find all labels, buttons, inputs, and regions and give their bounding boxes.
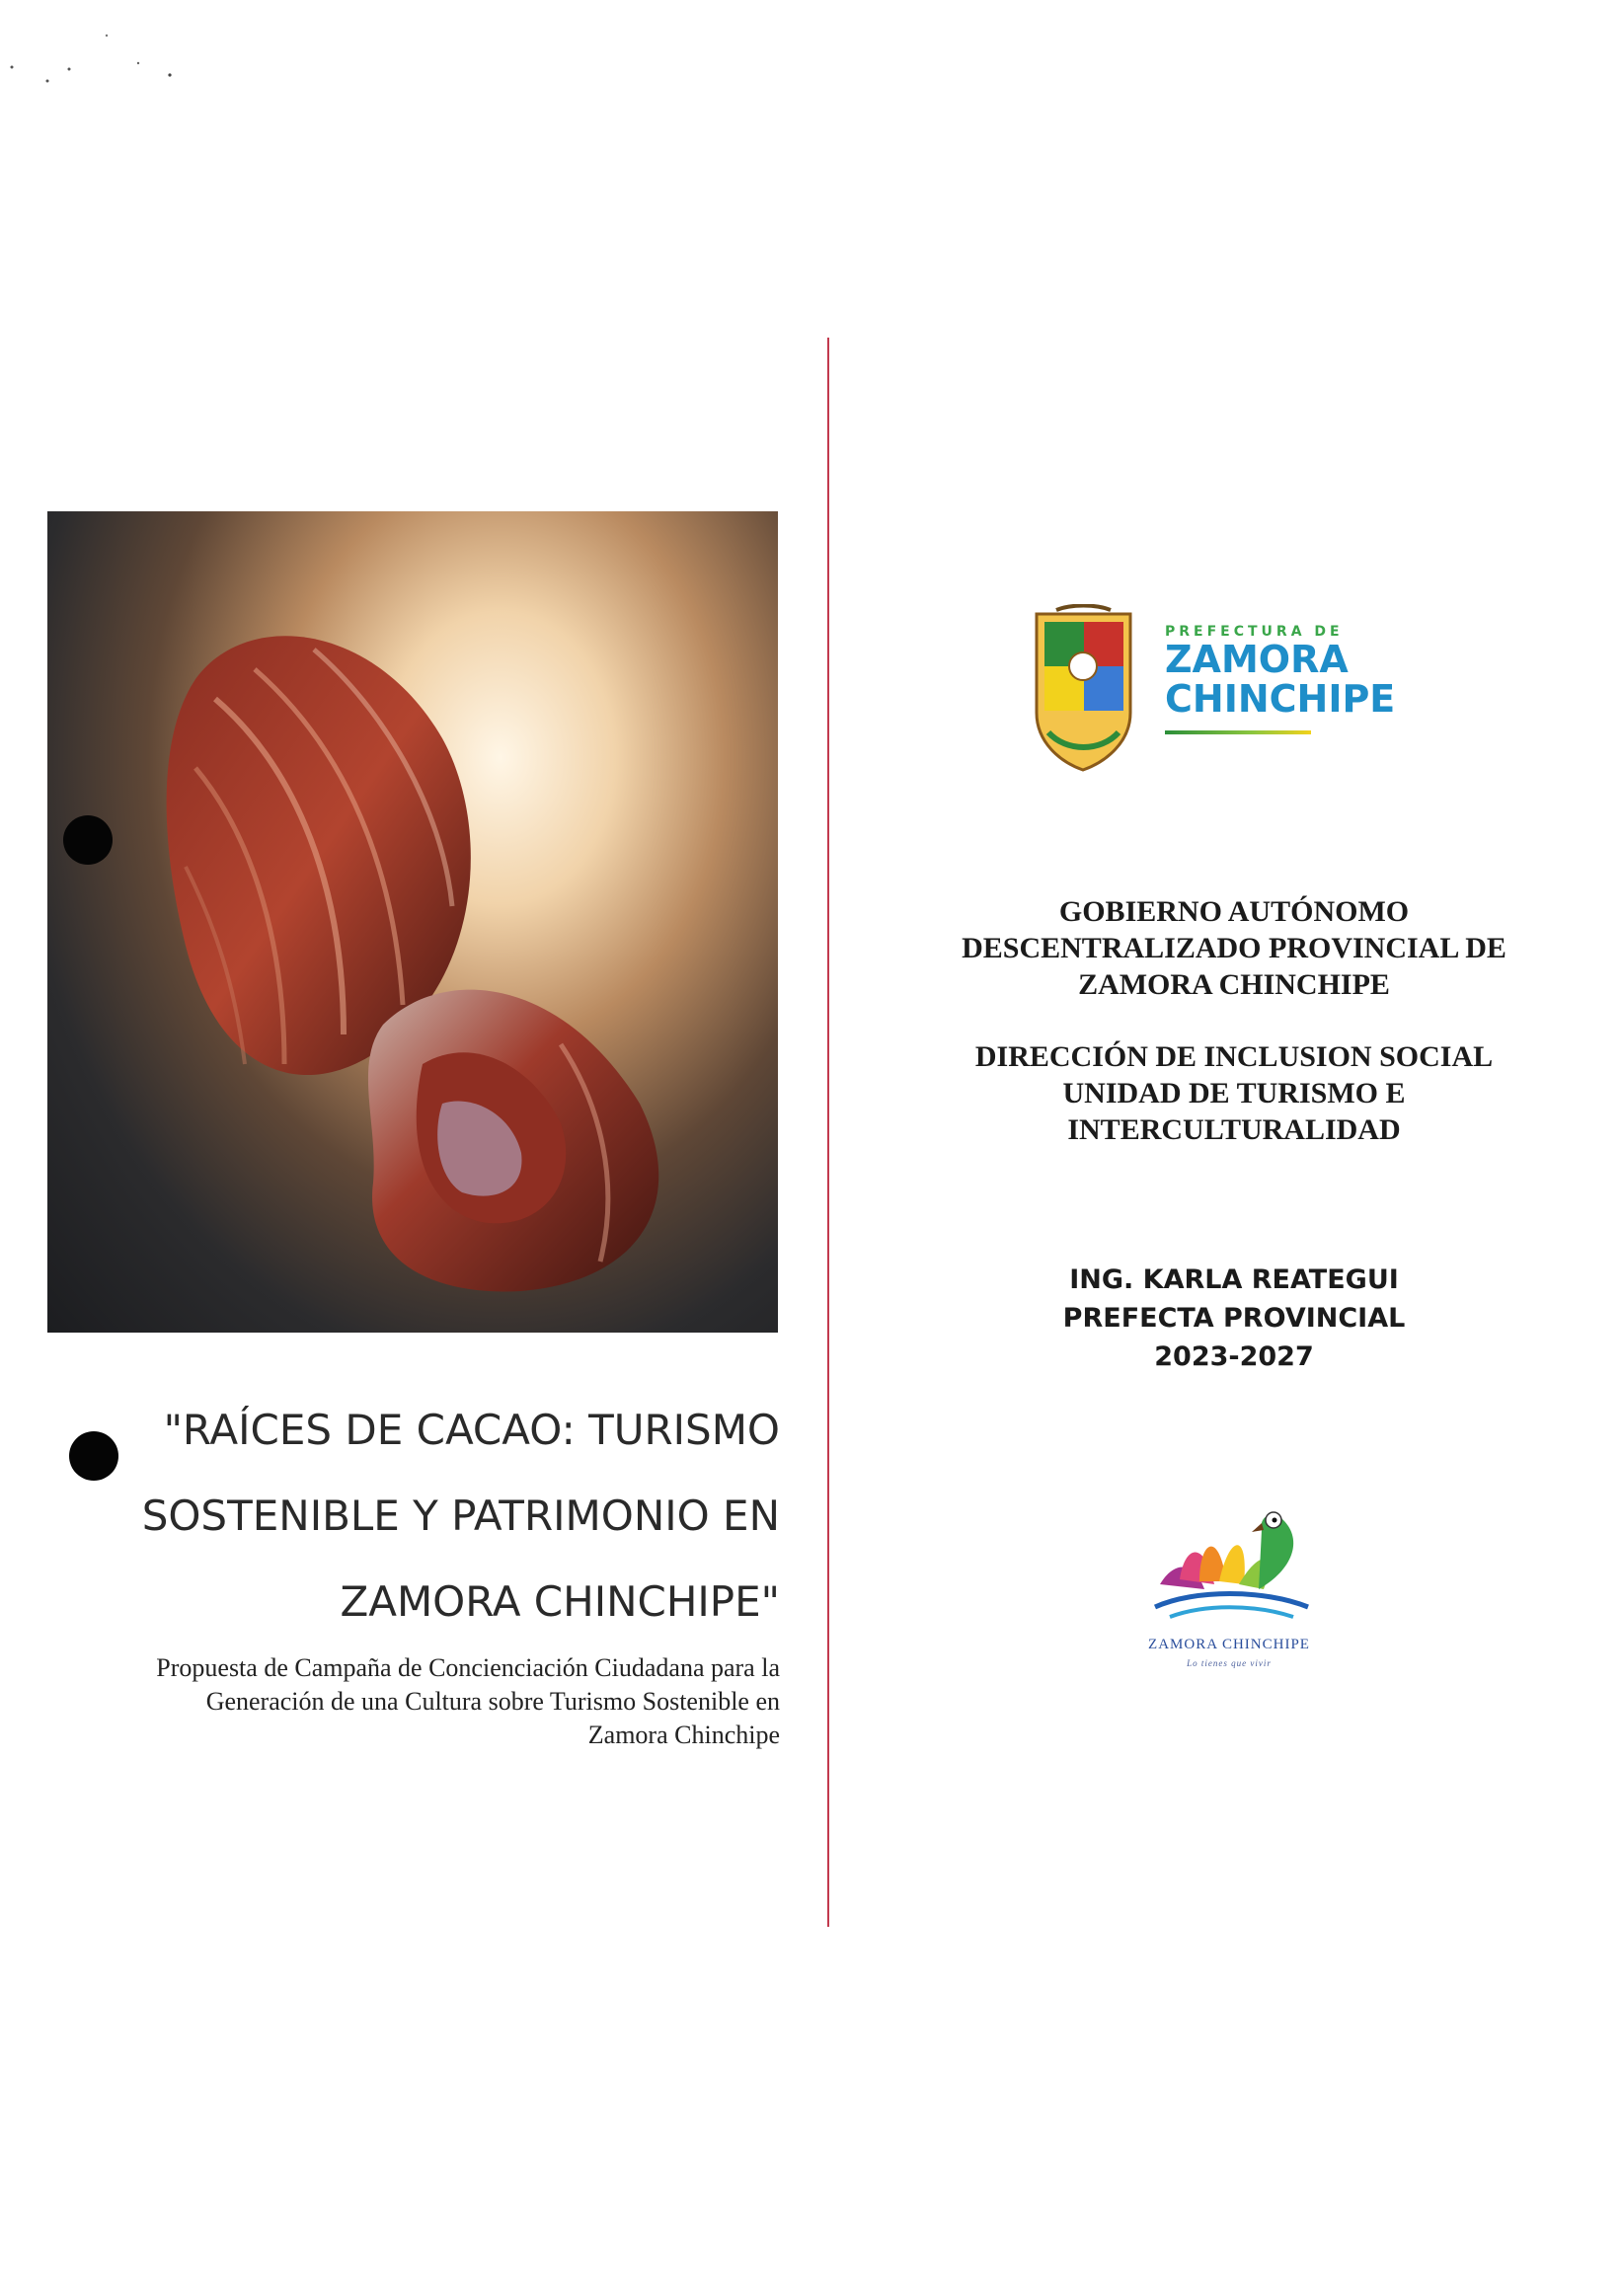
prefectura-small-label: PREFECTURA DE (1165, 624, 1344, 640)
prefectura-name-line-2: CHINCHIPE (1165, 677, 1396, 721)
coat-of-arms-icon (1027, 604, 1140, 777)
subtitle-line-3: Zamora Chinchipe (587, 1721, 780, 1749)
prefectura-wordmark (1165, 624, 1395, 734)
title-line-2: SOSTENIBLE Y PATRIMONIO EN (141, 1492, 780, 1540)
direction-line-2: UNIDAD DE TURISMO E (1062, 1077, 1406, 1110)
subtitle-line-1: Propuesta de Campaña de Concienciación Ciudadana para la (156, 1653, 780, 1682)
punch-hole-top (63, 815, 113, 865)
government-heading (888, 893, 1580, 1003)
title-line-3: ZAMORA CHINCHIPE" (340, 1577, 780, 1626)
tourism-brand-logo (1135, 1491, 1323, 1688)
tourism-brand-tagline: Lo tienes que vivir (1187, 1658, 1272, 1668)
subtitle (59, 1651, 780, 1752)
prefectura-logo (1027, 604, 1402, 782)
split-bean (368, 990, 658, 1292)
prefect-name: ING. KARLA REATEGUI (1069, 1264, 1399, 1295)
title-line-1: "RAÍCES DE CACAO: TURISMO (163, 1406, 780, 1454)
prefect-term: 2023-2027 (1154, 1341, 1314, 1372)
cacao-photo (47, 511, 778, 1333)
government-line-3: ZAMORA CHINCHIPE (1078, 968, 1390, 1001)
prefect-info (888, 1261, 1580, 1376)
vertical-divider (827, 338, 829, 1927)
direction-line-3: INTERCULTURALIDAD (1067, 1113, 1401, 1146)
scan-specks (0, 0, 197, 99)
direction-line-1: DIRECCIÓN DE INCLUSION SOCIAL (974, 1040, 1494, 1073)
direction-heading (888, 1038, 1580, 1148)
prefectura-color-bar (1165, 730, 1311, 734)
government-line-1: GOBIERNO AUTÓNOMO (1058, 895, 1410, 928)
tourism-brand-name: ZAMORA CHINCHIPE (1148, 1637, 1310, 1652)
prefect-role: PREFECTA PROVINCIAL (1062, 1303, 1406, 1334)
cacao-beans-illustration (47, 511, 778, 1333)
flower-parrot-icon (1135, 1491, 1323, 1639)
subtitle-line-2: Generación de una Cultura sobre Turismo Sostenible en (205, 1687, 780, 1716)
prefectura-name-line-1: ZAMORA (1165, 638, 1349, 681)
government-line-2: DESCENTRALIZADO PROVINCIAL DE (962, 932, 1506, 964)
